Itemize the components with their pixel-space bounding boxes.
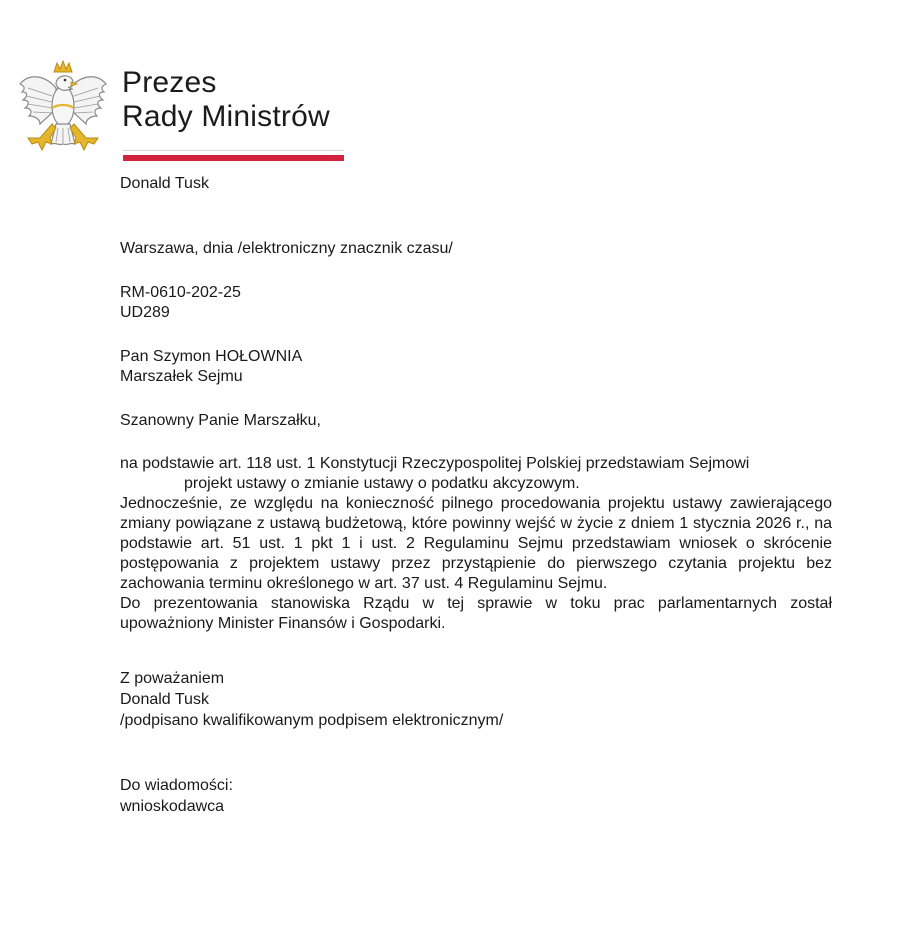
reference-code: UD289 xyxy=(120,304,170,321)
paragraph-1-line-2: projekt ustawy o zmianie ustawy o podatku akcyzowym. xyxy=(184,475,580,492)
recipient-name: Pan Szymon HOŁOWNIA xyxy=(120,348,303,365)
author-name: Donald Tusk xyxy=(120,175,209,192)
reference-number: RM-0610-202-25 xyxy=(120,284,241,301)
paragraph-2: Jednocześnie, ze względu na konieczność pilnego procedowania projektu ustawy zawierającego zmiany powiązane z ustawą budżetową, które powinny wejść w życie z dniem 1 stycznia 2026 r., na podstawie art. 51 ust. 1 pkt 1 i ust. 2 Regulaminu Sejmu przedstawiam wniosek o skrócenie postępowania z projektem ustawy przez przystąpienie do pierwszego czytania projektu bez zachowania terminu określonego w art. 37 ust. 4 Regulaminu Sejmu. xyxy=(120,495,832,592)
office-title xyxy=(122,66,330,134)
paragraph-3: Do prezentowania stanowiska Rządu w tej sprawie w toku prac parlamentarnych został upoważniony Minister Finansów i Gospodarki. xyxy=(120,595,832,632)
flag-red-strip xyxy=(123,155,344,161)
signature-note: /podpisano kwalifikowanym podpisem elektronicznym/ xyxy=(120,712,504,729)
paragraph-1-line-1: na podstawie art. 118 ust. 1 Konstytucji Rzeczypospolitej Polskiej przedstawiam Sejmowi xyxy=(120,455,750,472)
signature-name: Donald Tusk xyxy=(120,691,209,708)
cc-value: wnioskodawca xyxy=(120,798,225,815)
office-title-line2: Rady Ministrów xyxy=(122,100,330,133)
letter-body xyxy=(120,454,832,634)
flag-bar xyxy=(123,150,344,162)
recipient-title: Marszałek Sejmu xyxy=(120,368,243,385)
closing: Z poważaniem xyxy=(120,670,225,687)
cc-label: Do wiadomości: xyxy=(120,777,233,794)
salutation: Szanowny Panie Marszałku, xyxy=(120,412,321,429)
white-eagle-emblem-icon xyxy=(16,58,110,162)
place-date: Warszawa, dnia /elektroniczny znacznik czasu/ xyxy=(120,240,453,257)
office-title-line1: Prezes xyxy=(122,66,217,99)
